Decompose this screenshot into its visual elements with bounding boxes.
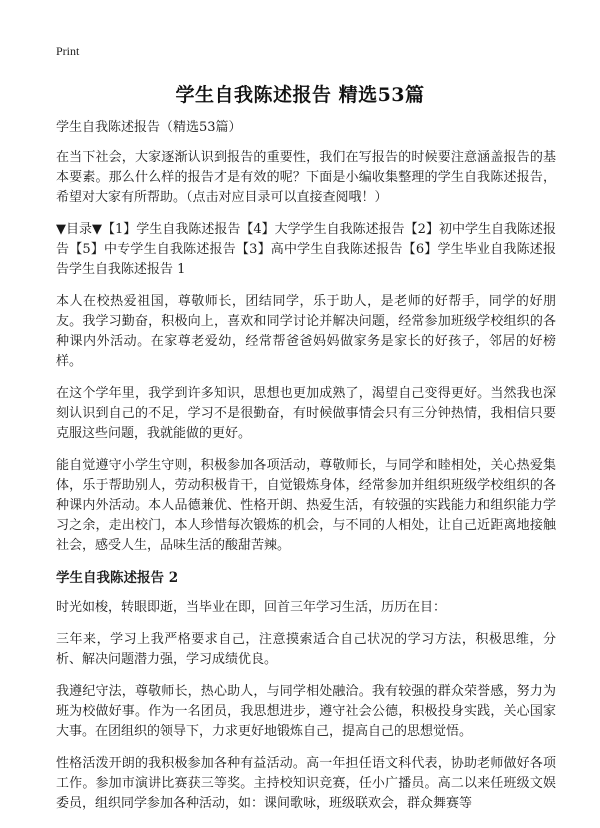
section2-paragraph-4: 性格活泼开朗的我积极参加各种有益活动。高一年担任语文科代表，协助老师做好各项工作。参加市演讲比赛获三等奖。主持校知识竞赛，任小广播员。高二以来任班级文娱委员，组织同学参加各种活动，如：课间歌咏，班级联欢会，群众舞赛等 [56, 756, 556, 811]
page-title: 学生自我陈述报告 精选53篇 [175, 84, 425, 106]
section2-paragraph-2: 三年来，学习上我严格要求自己，注意摸索适合自己状况的学习方法，积极思维，分析、解决问题潜力强，学习成绩优良。 [56, 632, 556, 667]
toc-link-1[interactable]: 【1】学生自我陈述报告 [102, 222, 241, 237]
toc-link-5[interactable]: 【5】中专学生自我陈述报告 [69, 242, 236, 257]
toc-link-3[interactable]: 【3】高中学生自我陈述报告 [235, 242, 403, 257]
section1-paragraph-3: 能自觉遵守小学生守则，积极参加各项活动，尊敬师长，与同学和睦相处，关心热爱集体，乐于帮助别人，劳动积极肯干，自觉锻炼身体，经常参加并组织班级学校组织的各种课内外活动。本人品德兼优、性格开朗、热爱生活，有较强的实践能力和组织能力学习之余，走出校门，本人珍惜每次锻炼的机会，与不同的人相处，让自己近距离地接触社会，感受人生，品味生活的酸甜苦辣。 [56, 458, 556, 553]
document-body [56, 118, 556, 826]
section1-paragraph-1: 本人在校热爱祖国，尊敬师长，团结同学，乐于助人，是老师的好帮手，同学的好朋友。我学习勤奋，积极向上，喜欢和同学讨论并解决问题，经常参加班级学校组织的各种课内外活动。在家尊老爱幼，经常帮爸爸妈妈做家务是家长的好孩子，邻居的好榜样。 [56, 294, 556, 369]
print-label[interactable]: Print [56, 44, 80, 58]
section2-heading: 学生自我陈述报告 2 [56, 570, 179, 586]
section2-paragraph-1: 时光如梭，转眼即逝，当毕业在即，回首三年学习生活，历历在目： [56, 600, 447, 615]
toc-suffix: 学生自我陈述报告 1 [69, 262, 186, 277]
toc-link-4[interactable]: 【4】大学学生自我陈述报告 [240, 222, 405, 237]
toc-link-6[interactable]: 【6】学生毕业自我陈述报告 [56, 242, 556, 277]
subtitle: 学生自我陈述报告（精选53篇） [56, 120, 242, 135]
toc-link-2[interactable]: 【2】初中学生自我陈述报告 [56, 222, 556, 257]
toc-prefix: ▼目录▼ [56, 222, 103, 237]
table-of-contents [56, 220, 556, 280]
section1-paragraph-2: 在这个学年里，我学到许多知识，思想也更加成熟了，渴望自己变得更好。当然我也深刻认识到自己的不足，学习不是很勤奋，有时候做事情会只有三分钟热情，我相信只要克服这些问题，我就能做的更好。 [56, 386, 556, 441]
intro-paragraph: 在当下社会，大家逐渐认识到报告的重要性，我们在写报告的时候要注意涵盖报告的基本要素。那么什么样的报告才是有效的呢？下面是小编收集整理的学生自我陈述报告，希望对大家有所帮助。（点击对应目录可以直接查阅哦！） [56, 150, 556, 205]
section2-paragraph-3: 我遵纪守法，尊敬师长，热心助人，与同学相处融洽。我有较强的群众荣誉感，努力为班为校做好事。作为一名团员，我思想进步，遵守社会公德，积极投身实践，关心国家大事。在团组织的领导下，力求更好地锻炼自己，提高自己的思想觉悟。 [56, 684, 556, 739]
